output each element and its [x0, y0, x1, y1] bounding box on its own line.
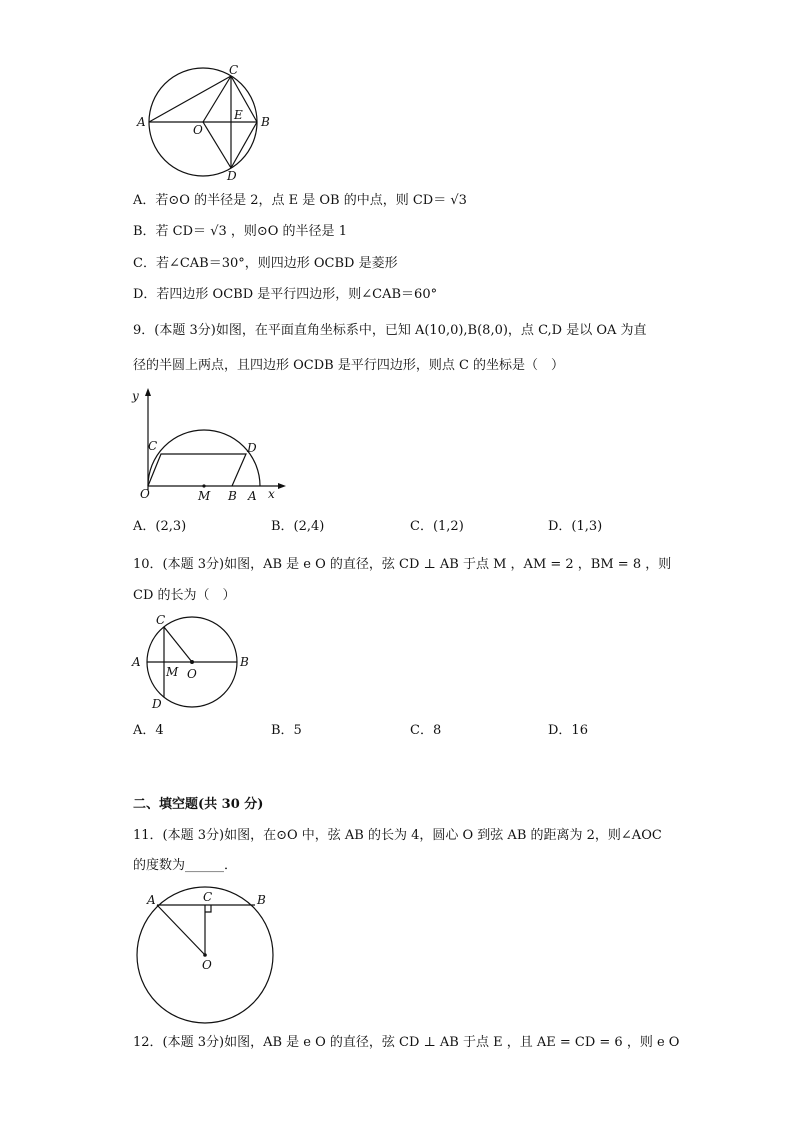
q9-option-c: C．(1,2) [410, 519, 464, 534]
q10-option-c: C．8 [410, 723, 442, 738]
q10-label-m: M [166, 665, 179, 679]
q8-option-c: C．若∠CAB＝30°，则四边形 OCBD 是菱形 [133, 256, 398, 271]
q9-stem-line1: 9．(本题 3分)如图，在平面直角坐标系中，已知 A(10,0),B(8,0)，点 C,D 是以 OA 为直 [133, 323, 647, 338]
q11-stem-line1: 11．(本题 3分)如图，在⊙O 中，弦 AB 的长为 4，圆心 O 到弦 AB 的距离为 2，则∠AOC [133, 828, 662, 843]
q9-label-b: B [228, 489, 237, 503]
q8-segment-od [203, 122, 231, 168]
q9-x-arrow [278, 483, 286, 489]
q10-label-b: B [240, 655, 249, 669]
q9-y-arrow [145, 388, 151, 396]
q11-segment-ao [157, 905, 205, 955]
q10-option-b: B．5 [271, 723, 302, 738]
q9-parallelogram [148, 454, 246, 486]
q8-option-a: A．若⊙O 的半径是 2，点 E 是 OB 的中点，则 CD＝ √3 [133, 193, 467, 208]
q9-label-o: O [140, 487, 150, 501]
q9-stem-line2: 径的半圆上两点，且四边形 OCDB 是平行四边形，则点 C 的坐标是（ ） [133, 358, 565, 373]
q9-label-c: C [148, 439, 158, 453]
q8-label-b: B [261, 115, 270, 129]
q10-label-a: A [132, 655, 141, 669]
q9-coordinate-figure [130, 388, 280, 508]
q12-stem-line1: 12．(本题 3分)如图，AB 是 e O 的直径，弦 CD ⊥ AB 于点 E ，且 AE = CD = 6 ，则 e O [133, 1035, 680, 1050]
q10-segment-co [164, 627, 192, 662]
q11-stem-line2: 的度数为______． [133, 858, 238, 873]
q10-label-c: C [156, 613, 166, 627]
q8-label-a: A [137, 115, 146, 129]
q9-label-a: A [248, 489, 257, 503]
q10-point-o [190, 660, 194, 664]
q11-right-angle-mark [205, 905, 211, 912]
q10-circle-figure [130, 612, 270, 712]
q10-option-a: A．4 [133, 723, 164, 738]
q10-label-d: D [152, 697, 162, 711]
q10-stem-line2: CD 的长为（ ） [133, 588, 236, 603]
q11-point-o [203, 953, 207, 957]
q9-label-m: M [198, 489, 211, 503]
q11-label-a: A [147, 893, 156, 907]
q8-segment-ac [149, 76, 231, 122]
q8-option-b: B．若 CD＝ √3 ，则⊙O 的半径是 1 [133, 224, 347, 239]
q9-option-b: B．(2,4) [271, 519, 325, 534]
q8-option-d: D．若四边形 OCBD 是平行四边形，则∠CAB＝60° [133, 287, 438, 302]
q8-segment-oc [203, 76, 231, 122]
q8-label-c: C [229, 63, 239, 77]
q9-point-m [202, 484, 205, 487]
q9-semicircle [148, 430, 260, 486]
q8-segment-bd [231, 122, 257, 168]
q9-label-x: x [268, 487, 275, 501]
q9-option-a: A．(2,3) [133, 519, 187, 534]
section-title: 二、填空题(共 30 分) [133, 797, 264, 812]
q8-circle-figure [135, 62, 275, 182]
q11-label-c: C [203, 890, 213, 904]
q9-label-d: D [247, 441, 257, 455]
q10-stem-line1: 10．(本题 3分)如图，AB 是 e O 的直径，弦 CD ⊥ AB 于点 M ，AM = 2 ，BM = 8 ，则 [133, 557, 672, 572]
q10-option-d: D．16 [548, 723, 588, 738]
q11-label-o: O [202, 958, 212, 972]
q11-circle-figure [133, 885, 283, 1030]
q9-label-y: y [132, 389, 139, 403]
q11-label-b: B [257, 893, 266, 907]
q8-label-e: E [234, 108, 243, 122]
q9-option-d: D．(1,3) [548, 519, 603, 534]
q8-label-d: D [227, 169, 237, 183]
q8-label-o: O [193, 123, 203, 137]
q10-label-o: O [187, 667, 197, 681]
